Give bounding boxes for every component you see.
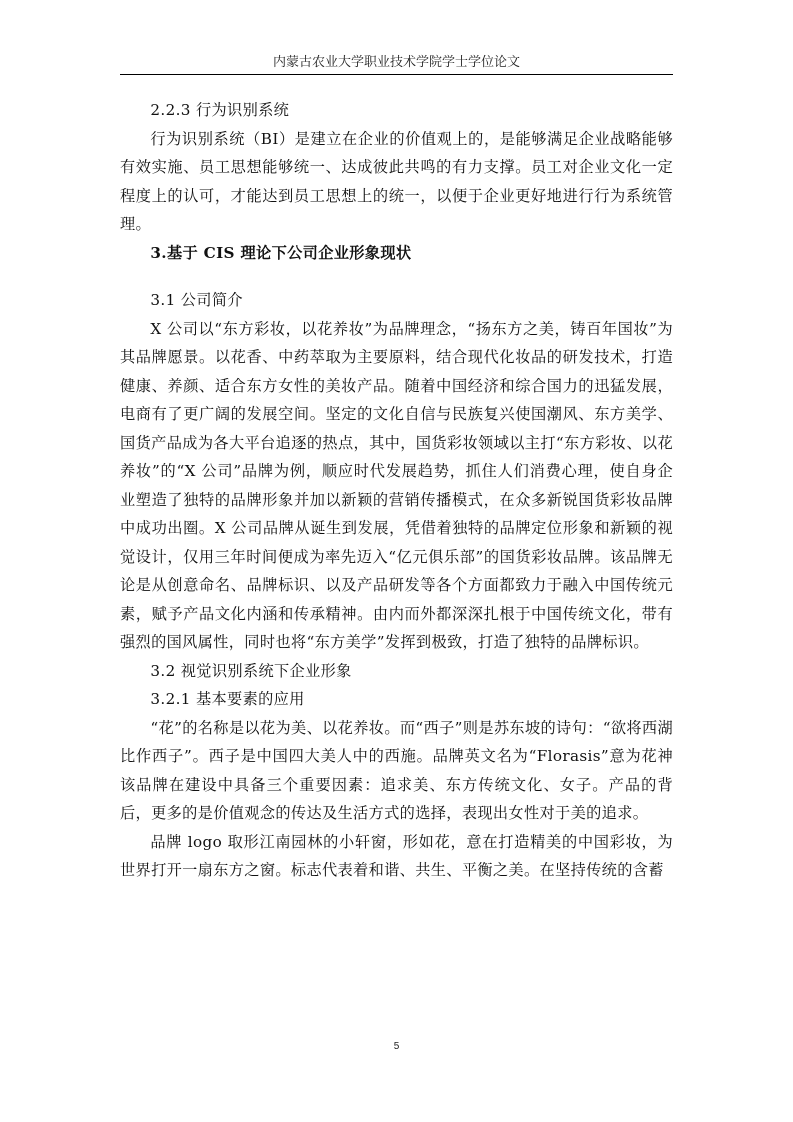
- section-heading-3-2: 3.2 视觉识别系统下企业形象: [150, 661, 352, 680]
- paragraph-bi: 行为识别系统（BI）是建立在企业的价值观上的，是能够满足企业战略能够有效实施、员工思想能够统一、达成彼此共鸣的有力支撑。员工对企业文化一定程度上的认可，才能达到员工思想上的统一，以便于企业更好地进行行为系统管理。: [120, 129, 673, 233]
- paragraph-brand-name: “花”的名称是以花为美、以花养妆。而“西子”则是苏东坡的诗句：“欲将西湖比作西子”。西子是中国四大美人中的西施。品牌英文名为“Florasis”意为花神 该品牌在建设中具备三个重要因素：追求美、东方传统文化、女子。产品的背后，更多的是价值观念的传达及生活方式的选择，表现出女性对于美的追求。: [120, 718, 689, 822]
- chapter-heading-3: 3.基于 CIS 理论下公司企业形象现状: [150, 243, 412, 262]
- header-rule: [120, 74, 673, 75]
- paragraph-brand-logo: 品牌 logo 取形江南园林的小轩窗，形如花，意在打造精美的中国彩妆，为世界打开一扇东方之窗。标志代表着和谐、共生、平衡之美。在坚持传统的含蓄: [120, 832, 673, 879]
- section-heading-2-2-3: 2.2.3 行为识别系统: [150, 101, 290, 119]
- page-number: 5: [393, 1041, 400, 1052]
- running-header: 内蒙古农业大学职业技术学院学士学位论文: [272, 55, 520, 70]
- section-heading-3-2-1: 3.2.1 基本要素的应用: [150, 690, 305, 708]
- document-body: [120, 96, 689, 885]
- spacer: [120, 267, 673, 286]
- section-heading-3-1: 3.1 公司简介: [150, 291, 243, 309]
- paragraph-company-intro: X 公司以“东方彩妆，以花养妆”为品牌理念，“扬东方之美，铸百年国妆”为其品牌愿景。以花香、中药萃取为主要原料，结合现代化妆品的研发技术，打造健康、养颜、适合东方女性的美妆产品。随着中国经济和综合国力的迅猛发展，电商有了更广阔的发展空间。坚定的文化自信与民族复兴使国潮风、东方美学、国货产品成为各大平台追逐的热点，其中，国货彩妆领域以主打“东方彩妆、以花养妆”的“X 公司”品牌为例，顺应时代发展趋势，抓住人们消费心理，使自身企业塑造了独特的品牌形象并加以新颖的营销传播模式，在众多新锐国货彩妆品牌中成功出圈。X 公司品牌从诞生到发展，凭借着独特的品牌定位形象和新颖的视觉设计，仅用三年时间便成为率先迈入“亿元俱乐部”的国货彩妆品牌。该品牌无论是从创意命名、品牌标识、以及产品研发等各个方面都致力于融入中国传统元素，赋予产品文化内涵和传承精神。由内而外都深深扎根于中国传统文化，带有强烈的国风属性，同时也将“东方美学”发挥到极致，打造了独特的品牌标识。: [120, 319, 673, 651]
